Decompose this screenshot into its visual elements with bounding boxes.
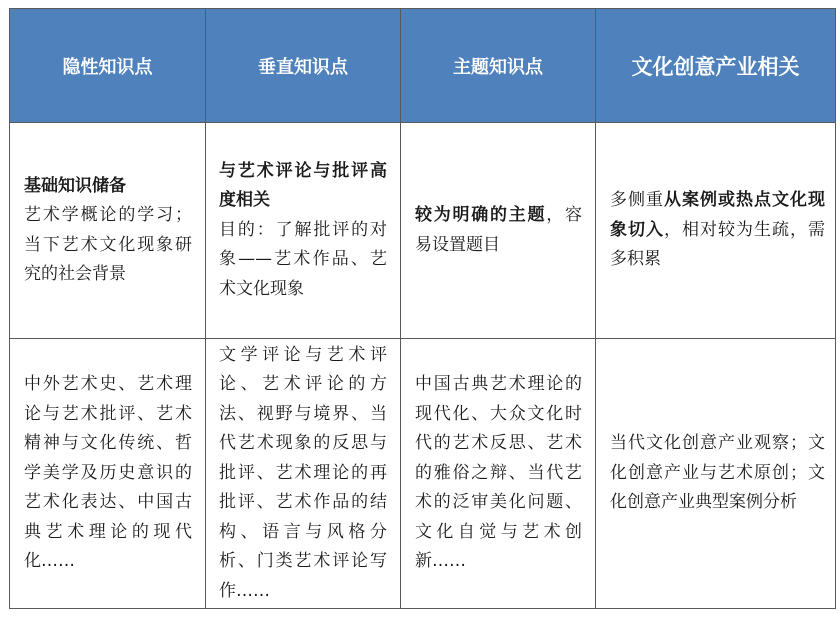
cell-r1-c3-text: ，容易设置题目 (415, 205, 582, 255)
cell-r1-c3-bold: 较为明确的主题 (415, 205, 547, 225)
cell-r2-c3-text: 中国古典艺术理论的现代化、大众文化时代的艺术反思、艺术的雅俗之辩、当代艺术的泛审美化问题、文化自觉与艺术创新…… (415, 374, 582, 572)
cell-r1-c2 (206, 123, 401, 339)
cell-r1-c4-post: ，相对较为生疏，需多积累 (610, 219, 825, 270)
cell-r1-c4-pre: 多侧重 (610, 190, 664, 211)
cell-r2-c1 (10, 339, 206, 609)
cell-r2-c2-text: 文学评论与艺术评论、艺术评论的方法、视野与境界、当代艺术现象的反思与批评、艺术理论的再批评、艺术作品的结构、语言与风格分析、门类艺术评论写作…… (219, 344, 387, 601)
cell-r1-c3 (401, 123, 596, 339)
cell-r2-c1-text: 中外艺术史、艺术理论与艺术批评、艺术精神与文化传统、哲学美学及历史意识的艺术化表达、中国古典艺术理论的现代化…… (24, 374, 192, 572)
cell-r1-c2-bold: 与艺术评论与批评高度相关 (219, 160, 387, 211)
header-cultural-creative-industry: 文化创意产业相关 (596, 9, 836, 123)
header-implicit-knowledge: 隐性知识点 (10, 9, 206, 123)
cell-r1-c1-bold: 基础知识储备 (24, 175, 126, 196)
table-row (10, 339, 836, 609)
knowledge-points-table (9, 8, 836, 609)
cell-r1-c4-bold: 从案例或热点文化现象切入 (610, 190, 825, 240)
cell-r2-c3 (401, 339, 596, 609)
cell-r1-c2-text: 目的：了解批评的对象——艺术作品、艺术文化现象 (219, 219, 387, 299)
table-row (10, 123, 836, 339)
cell-r1-c1 (10, 123, 206, 339)
header-topic-knowledge: 主题知识点 (401, 9, 596, 123)
cell-r2-c4 (596, 339, 836, 609)
cell-r2-c2 (206, 339, 401, 609)
cell-r2-c4-text: 当代文化创意产业观察；文化创意产业与艺术原创；文化创意产业典型案例分析 (610, 433, 825, 513)
header-vertical-knowledge: 垂直知识点 (206, 9, 401, 123)
cell-r1-c4 (596, 123, 836, 339)
cell-r1-c1-text: 艺术学概论的学习；当下艺术文化现象研究的社会背景 (24, 205, 192, 284)
table-header-row (10, 9, 836, 123)
